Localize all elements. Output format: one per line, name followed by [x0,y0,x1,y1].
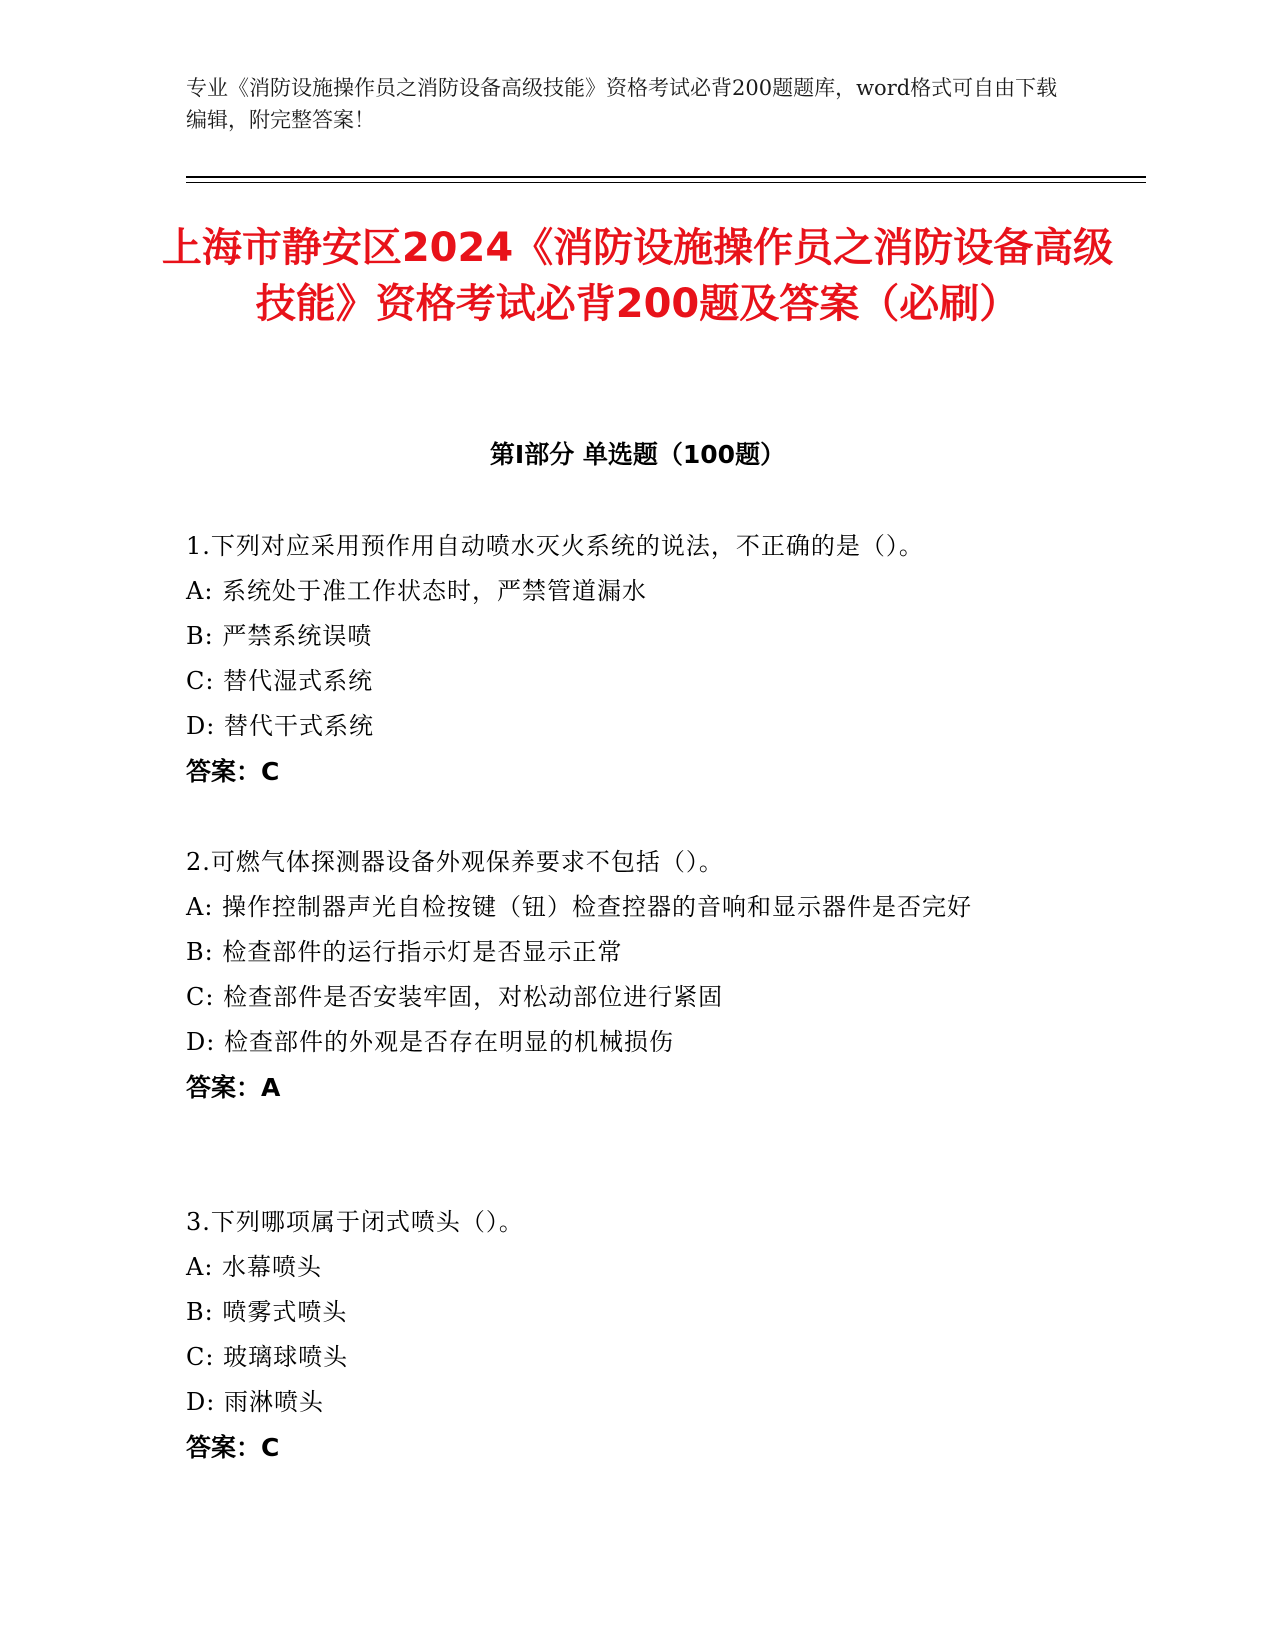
option-a: A: 系统处于准工作状态时，严禁管道漏水 [186,577,648,605]
question-block [186,524,1066,794]
question-block [186,1200,1066,1470]
option-d: D: 替代干式系统 [186,712,374,740]
option-a: A: 操作控制器声光自检按键（钮）检查控器的音响和显示器件是否完好 [186,893,973,921]
question-stem: 3.下列哪项属于闭式喷头（）。 [186,1208,524,1236]
question-stem: 2.可燃气体探测器设备外观保养要求不包括（）。 [186,848,724,876]
answer-label: 答案：C [186,1433,280,1462]
document-intro: 专业《消防设施操作员之消防设备高级技能》资格考试必背200题题库，word格式可自由下载编辑，附完整答案！ [186,76,1058,132]
answer-label: 答案：C [186,757,280,786]
option-b: B: 严禁系统误喷 [186,622,373,650]
option-b: B: 喷雾式喷头 [186,1298,348,1326]
option-c: C: 玻璃球喷头 [186,1343,349,1371]
option-a: A: 水幕喷头 [186,1253,323,1281]
option-c: C: 替代湿式系统 [186,667,374,695]
question-stem: 1.下列对应采用预作用自动喷水灭火系统的说法，不正确的是（）。 [186,532,924,560]
document-title: 上海市静安区2024《消防设施操作员之消防设备高级技能》资格考试必背200题及答案（必刷） [161,225,1114,327]
header-divider-thin [186,182,1146,183]
option-d: D: 雨淋喷头 [186,1388,324,1416]
option-b: B: 检查部件的运行指示灯是否显示正常 [186,938,623,966]
header-divider-thick [186,176,1146,178]
option-c: C: 检查部件是否安装牢固，对松动部位进行紧固 [186,983,724,1011]
option-d: D: 检查部件的外观是否存在明显的机械损伤 [186,1028,674,1056]
question-block [186,840,1066,1110]
section-heading: 第Ⅰ部分 单选题（100题） [489,440,786,469]
answer-label: 答案：A [186,1073,281,1102]
